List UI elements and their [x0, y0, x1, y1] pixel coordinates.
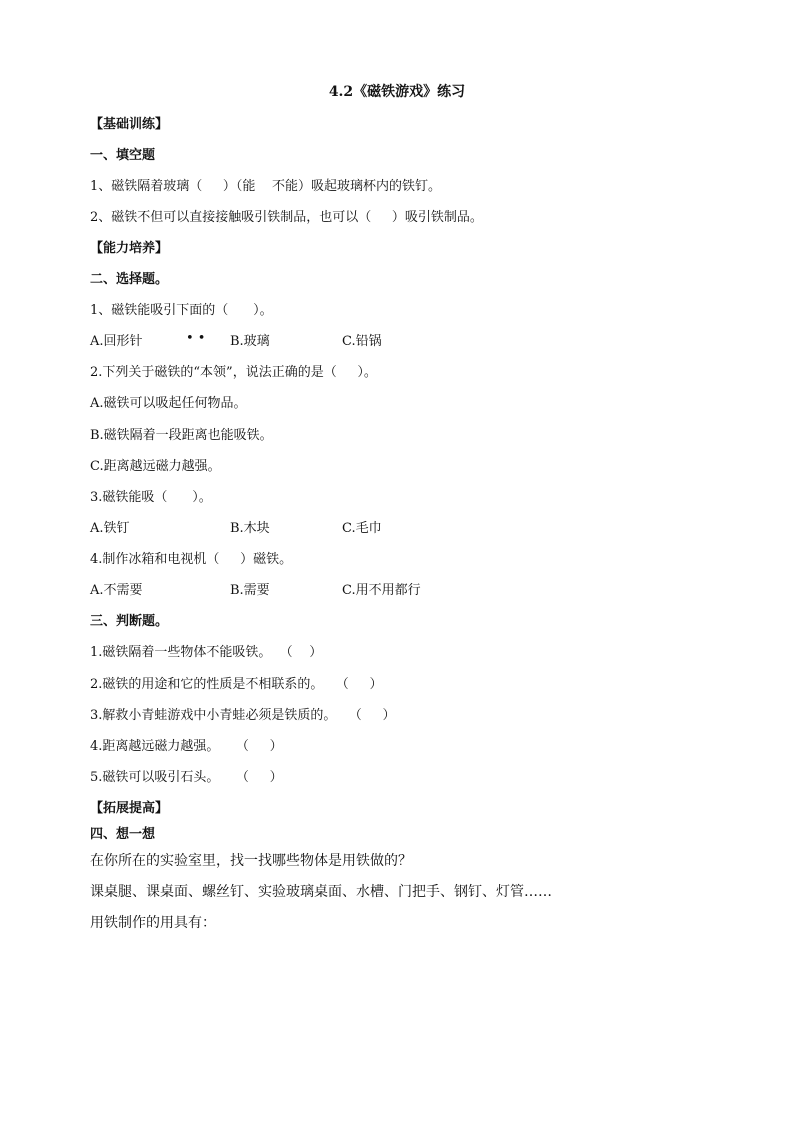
judge-heading: 三、判断题。 — [90, 614, 169, 629]
choice-q4-option-a: A.不需要 — [90, 583, 143, 598]
choice-q3-option-c: C.毛巾 — [342, 521, 382, 536]
fill-heading: 一、填空题 — [90, 148, 156, 163]
think-question: 在你所在的实验室里，找一找哪些物体是用铁做的？ — [90, 853, 412, 869]
judge-question-3: 3.解救小青蛙游戏中小青蛙必须是铁质的。 （ ） — [90, 708, 396, 723]
choice-question-1: 1、磁铁能吸引下面的（ ）。 — [90, 303, 273, 318]
choice-q1-option-c: C.铅锅 — [342, 334, 382, 349]
think-heading: 四、想一想 — [90, 827, 156, 842]
section-ability: 【能力培养】 — [90, 241, 169, 256]
choice-heading: 二、选择题。 — [90, 272, 169, 287]
fill-question-2: 2、磁铁不但可以直接接触吸引铁制品，也可以（ ）吸引铁制品。 — [90, 210, 483, 225]
fill-question-1: 1、磁铁隔着玻璃（ ）（能 不能）吸起玻璃杯内的铁钉。 — [90, 179, 441, 194]
choice-q2-option-b: B.磁铁隔着一段距离也能吸铁。 — [90, 428, 273, 443]
choice-question-3: 3.磁铁能吸（ ）。 — [90, 490, 212, 505]
section-basic: 【基础训练】 — [90, 117, 169, 132]
choice-q3-option-b: B.木块 — [230, 521, 270, 536]
choice-question-2: 2.下列关于磁铁的“本领”，说法正确的是（ ）。 — [90, 365, 377, 380]
choice-question-4: 4.制作冰箱和电视机（ ）磁铁。 — [90, 552, 293, 567]
choice-q4-option-b: B.需要 — [230, 583, 270, 598]
emphasis-dots: • • — [186, 331, 206, 346]
judge-question-1: 1.磁铁隔着一些物体不能吸铁。 （ ） — [90, 645, 323, 660]
choice-q1-option-a: A.回形针 — [90, 334, 143, 349]
judge-question-4: 4.距离越远磁力越强。 （ ） — [90, 739, 283, 754]
think-answer-label: 用铁制作的用具有： — [90, 915, 216, 931]
choice-q4-option-c: C.用不用都行 — [342, 583, 421, 598]
choice-q2-option-c: C.距离越远磁力越强。 — [90, 459, 221, 474]
think-items: 课桌腿、课桌面、螺丝钉、实验玻璃桌面、水槽、门把手、钢钉、灯管…… — [90, 884, 552, 900]
judge-question-5: 5.磁铁可以吸引石头。 （ ） — [90, 770, 283, 785]
choice-q3-option-a: A.铁钉 — [90, 521, 130, 536]
page-title: 4.2《磁铁游戏》练习 — [328, 84, 466, 100]
choice-q1-option-b: B.玻璃 — [230, 334, 270, 349]
section-extend: 【拓展提高】 — [90, 801, 169, 816]
judge-question-2: 2.磁铁的用途和它的性质是不相联系的。 （ ） — [90, 677, 383, 692]
choice-q2-option-a: A.磁铁可以吸起任何物品。 — [90, 396, 247, 411]
